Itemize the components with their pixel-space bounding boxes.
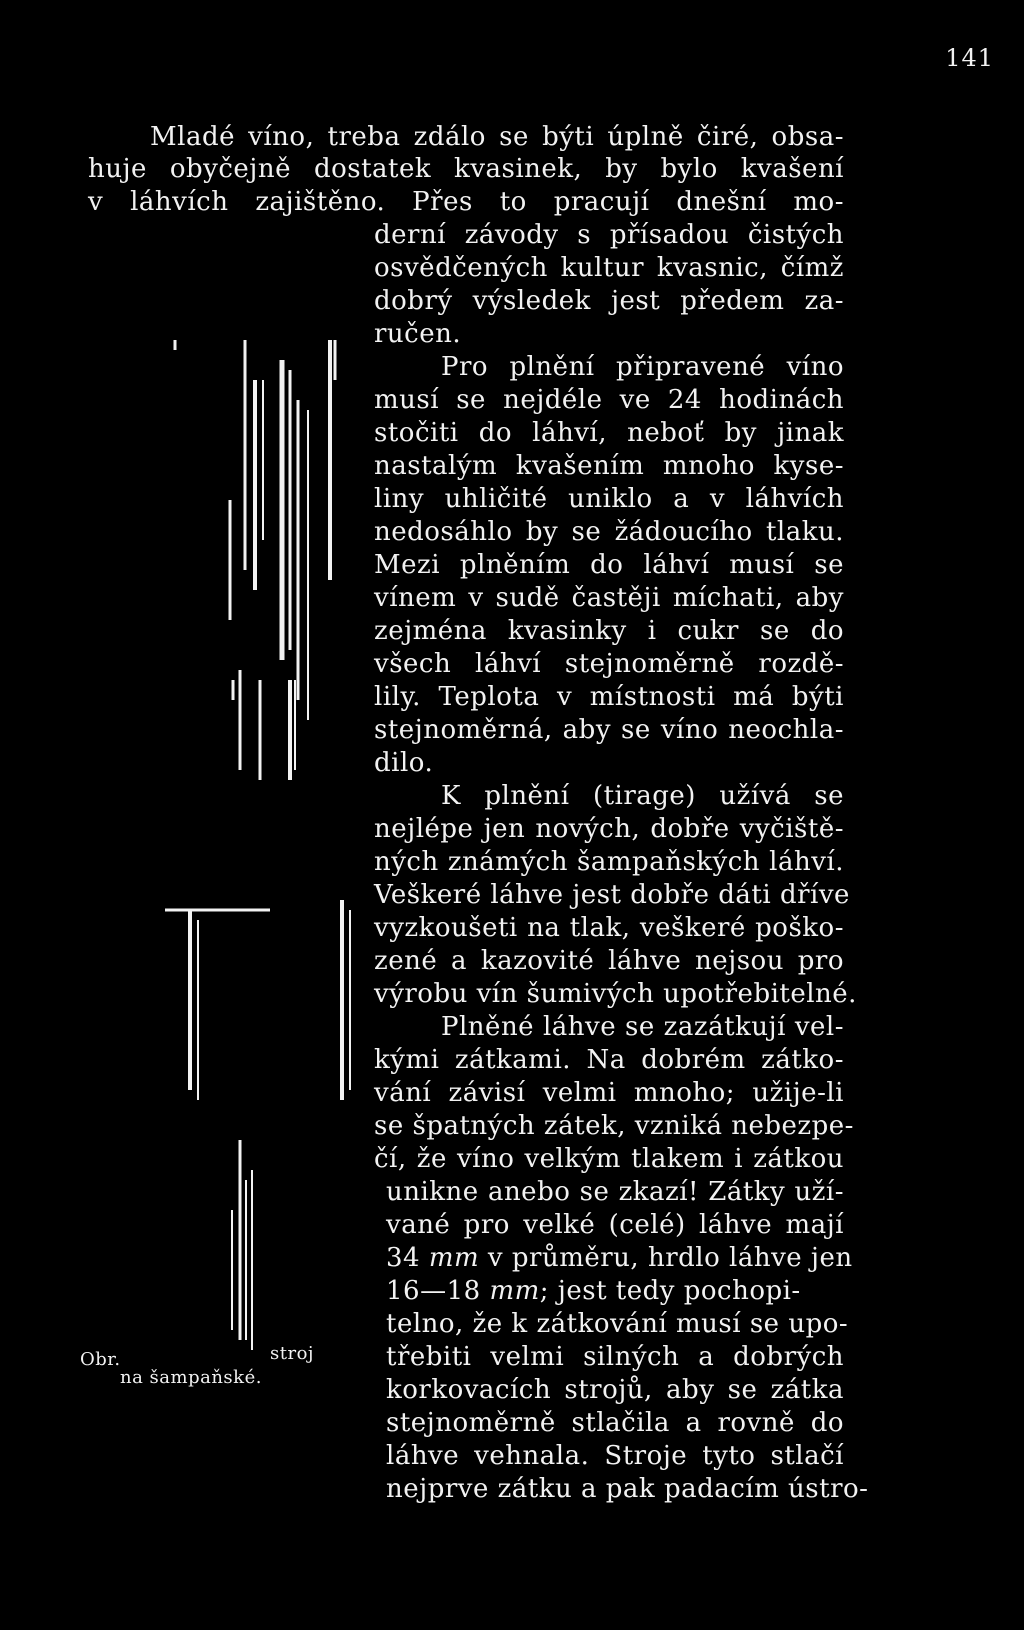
text-line: dilo. xyxy=(374,748,434,778)
text-line: lily. Teplota v místnosti má býti xyxy=(374,682,844,712)
text-line: stočiti do láhví, neboť by jinak xyxy=(374,418,844,448)
text-line: vyzkoušeti na tlak, veškeré poško- xyxy=(374,913,844,943)
text-line: Mezi plněním do láhví musí se xyxy=(374,550,844,580)
text-line: Veškeré láhve jest dobře dáti dříve xyxy=(374,880,850,910)
text-line: musí se nejdéle ve 24 hodinách xyxy=(374,385,844,415)
text-line: vínem v sudě častěji míchati, aby xyxy=(374,583,844,613)
text-span-italic: mm xyxy=(489,1276,540,1306)
text-line: nejlépe jen nových, dobře vyčiště- xyxy=(374,814,844,844)
text-line: unikne anebo se zkazí! Zátky uží- xyxy=(386,1177,844,1207)
text-line: nedosáhlo by se žádoucího tlaku. xyxy=(374,517,844,547)
text-line: Plněné láhve se zazátkují vel- xyxy=(441,1012,844,1042)
text-span-italic: mm xyxy=(428,1243,480,1273)
text-line: v láhvích zajištěno. Přes to pracují dnešní mo- xyxy=(88,187,844,217)
text-line: telno, že k zátkování musí se upo- xyxy=(386,1309,849,1339)
text-line: výrobu vín šumivých upotřebitelné. xyxy=(374,979,857,1009)
text-line-mixed xyxy=(386,1276,844,1306)
figure-caption-type: na šampaňské. xyxy=(120,1367,262,1388)
corking-machine-figure xyxy=(80,340,360,1460)
text-line: liny uhličité uniklo a v láhvích xyxy=(374,484,844,514)
text-line: stejnoměrná, aby se víno neochla- xyxy=(374,715,844,745)
text-line-mixed xyxy=(386,1243,853,1273)
text-line: huje obyčejně dostatek kvasinek, by bylo kvašení xyxy=(88,154,844,184)
page-number: 141 xyxy=(945,44,994,72)
text-line: vání závisí velmi mnoho; užije-li xyxy=(374,1078,844,1108)
text-line: zejména kvasinky i cukr se do xyxy=(374,616,844,646)
text-line: nastalým kvašením mnoho kyse- xyxy=(374,451,844,481)
text-span: 16—18 xyxy=(386,1276,490,1306)
text-span: 34 xyxy=(386,1243,429,1273)
text-line: dobrý výsledek jest předem za- xyxy=(374,286,844,316)
figure-caption-machine: stroj xyxy=(270,1343,314,1364)
text-line: všech láhví stejnoměrně rozdě- xyxy=(374,649,844,679)
text-line: Pro plnění připravené víno xyxy=(441,352,844,382)
text-line: ručen. xyxy=(374,319,462,349)
text-line: K plnění (tirage) užívá se xyxy=(441,781,844,811)
text-line: osvědčených kultur kvasnic, čímž xyxy=(374,253,844,283)
text-line: Mladé víno, treba zdálo se býti úplně čiré, obsa- xyxy=(150,122,844,152)
text-line: zené a kazovité láhve nejsou pro xyxy=(374,946,844,976)
text-line: stejnoměrně stlačila a rovně do xyxy=(386,1408,844,1438)
text-line: se špatných zátek, vzniká nebezpe- xyxy=(374,1111,854,1141)
text-line: vané pro velké (celé) láhve mají xyxy=(386,1210,844,1240)
text-line: kými zátkami. Na dobrém zátko- xyxy=(374,1045,844,1075)
text-line: nejprve zátku a pak padacím ústro- xyxy=(386,1474,869,1504)
text-span: ; jest tedy pochopi- xyxy=(539,1276,801,1306)
figure-caption-label: Obr. xyxy=(80,1349,121,1370)
text-span: v průměru, hrdlo láhve jen xyxy=(479,1243,853,1273)
text-line: ných známých šampaňských láhví. xyxy=(374,847,844,877)
text-line: derní závody s přísadou čistých xyxy=(374,220,844,250)
text-line: láhve vehnala. Stroje tyto stlačí xyxy=(386,1441,844,1471)
text-line: čí, že víno velkým tlakem i zátkou xyxy=(374,1144,844,1174)
corking-machine-drawing xyxy=(80,340,360,1460)
text-line: korkovacích strojů, aby se zátka xyxy=(386,1375,844,1405)
text-line: třebiti velmi silných a dobrých xyxy=(386,1342,844,1372)
